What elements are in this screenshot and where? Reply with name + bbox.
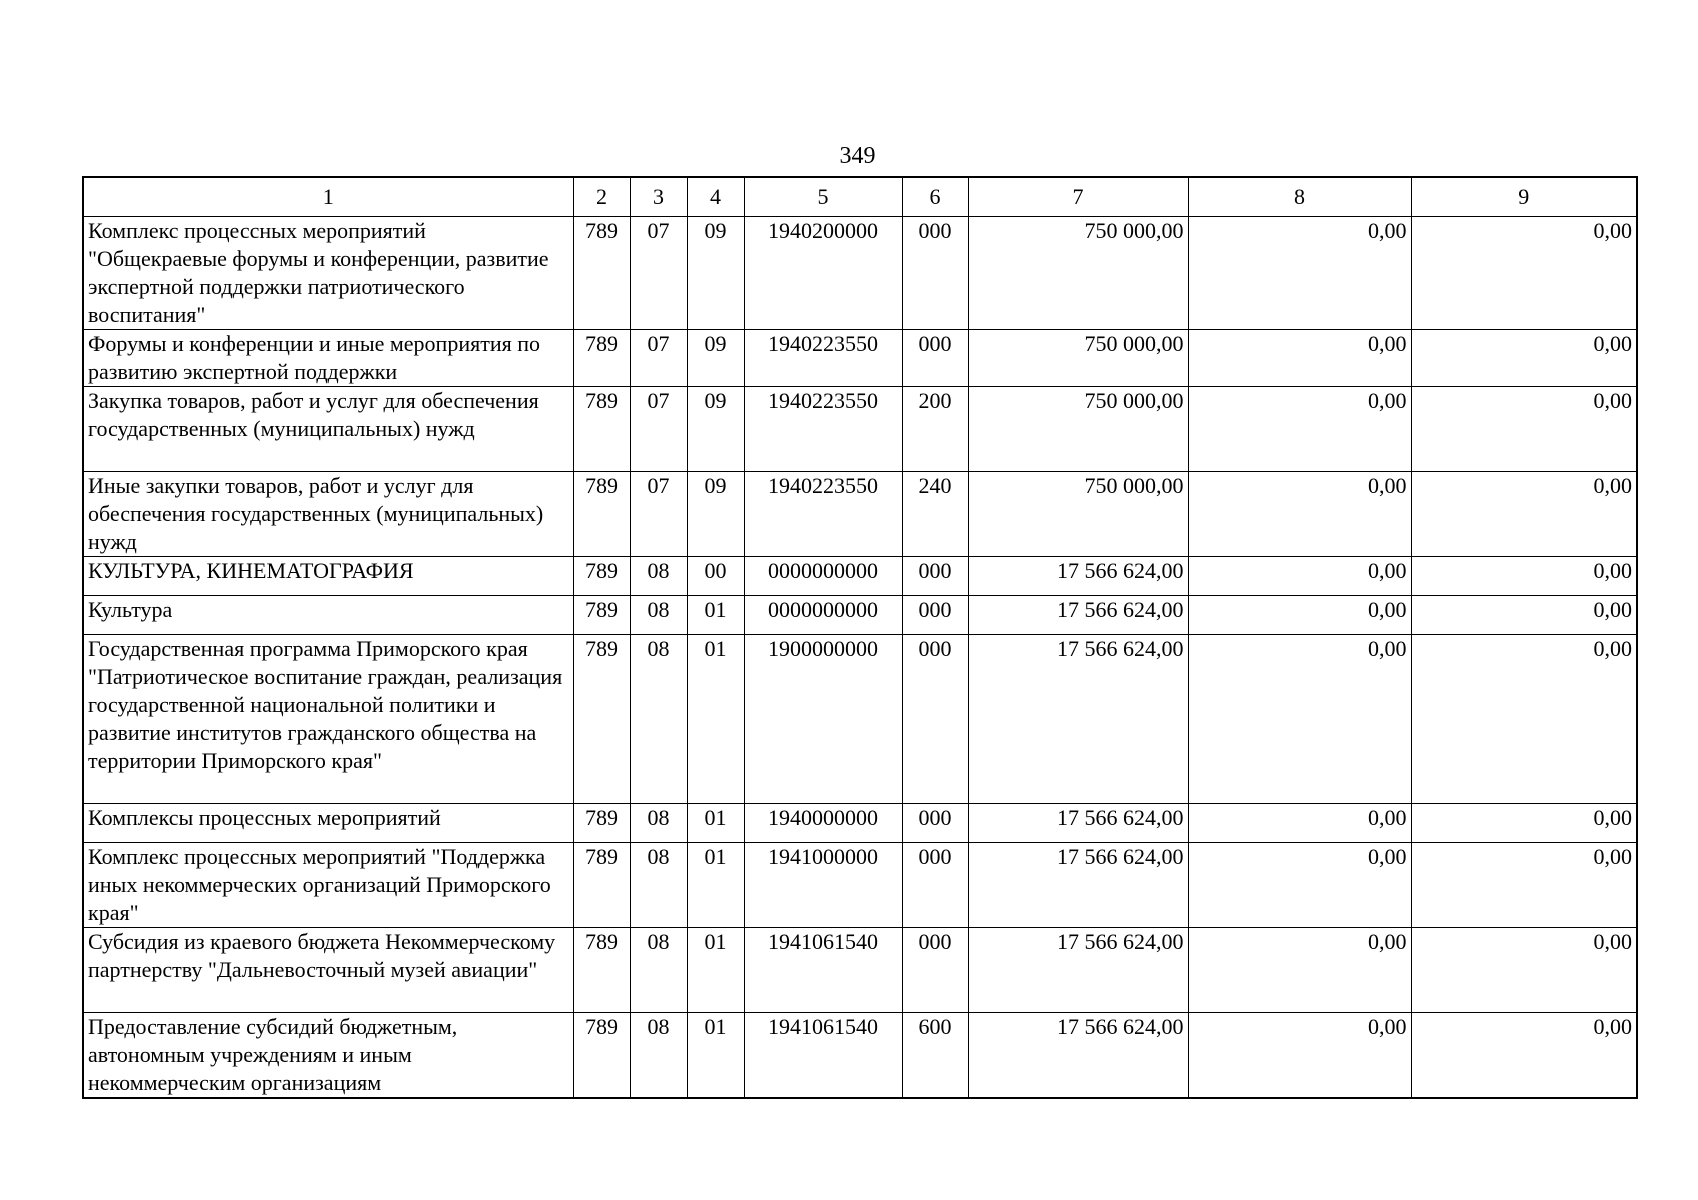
cell-target-article: 1940223550	[744, 472, 902, 557]
cell-ministry: 789	[573, 843, 630, 928]
column-header: 2	[573, 177, 630, 217]
cell-amount-8: 0,00	[1188, 928, 1411, 1013]
cell-ministry: 789	[573, 387, 630, 472]
cell-amount-9: 0,00	[1411, 804, 1637, 843]
page-number: 349	[839, 143, 876, 169]
cell-section: 08	[630, 596, 687, 635]
cell-expense-type: 000	[902, 330, 968, 387]
cell-ministry: 789	[573, 635, 630, 804]
cell-expense-type: 000	[902, 596, 968, 635]
row-name: Форумы и конференции и иные мероприятия по развитию экспертной поддержки	[83, 330, 573, 387]
cell-expense-type: 000	[902, 843, 968, 928]
row-name: Комплекс процессных мероприятий "Общекраевые форумы и конференции, развитие экспертной поддержки патриотического воспитания"	[83, 217, 573, 330]
table-row	[83, 596, 1637, 635]
cell-section: 08	[630, 557, 687, 596]
cell-amount-9: 0,00	[1411, 557, 1637, 596]
row-name: Закупка товаров, работ и услуг для обеспечения государственных (муниципальных) нужд	[83, 387, 573, 472]
table-row	[83, 472, 1637, 557]
cell-target-article: 1940000000	[744, 804, 902, 843]
cell-expense-type: 000	[902, 635, 968, 804]
cell-amount-9: 0,00	[1411, 635, 1637, 804]
header-row	[83, 177, 1637, 217]
cell-section: 07	[630, 472, 687, 557]
cell-amount-9: 0,00	[1411, 330, 1637, 387]
cell-amount-9: 0,00	[1411, 387, 1637, 472]
cell-target-article: 0000000000	[744, 596, 902, 635]
row-name: Комплекс процессных мероприятий "Поддержка иных некоммерческих организаций Приморского края"	[83, 843, 573, 928]
cell-ministry: 789	[573, 804, 630, 843]
column-header: 5	[744, 177, 902, 217]
cell-target-article: 1900000000	[744, 635, 902, 804]
row-name: Культура	[83, 596, 573, 635]
cell-amount-8: 0,00	[1188, 387, 1411, 472]
cell-section: 07	[630, 387, 687, 472]
cell-amount-8: 0,00	[1188, 217, 1411, 330]
cell-amount-7: 750 000,00	[968, 330, 1188, 387]
cell-section: 08	[630, 635, 687, 804]
cell-amount-7: 17 566 624,00	[968, 1013, 1188, 1099]
row-name: Иные закупки товаров, работ и услуг для обеспечения государственных (муниципальных) нужд	[83, 472, 573, 557]
cell-expense-type: 000	[902, 928, 968, 1013]
column-header: 9	[1411, 177, 1637, 217]
table-row	[83, 1013, 1637, 1099]
cell-amount-8: 0,00	[1188, 472, 1411, 557]
cell-subsection: 01	[687, 1013, 744, 1099]
cell-subsection: 09	[687, 217, 744, 330]
cell-target-article: 1940223550	[744, 387, 902, 472]
column-header: 1	[83, 177, 573, 217]
cell-target-article: 1940200000	[744, 217, 902, 330]
cell-ministry: 789	[573, 928, 630, 1013]
cell-ministry: 789	[573, 330, 630, 387]
cell-amount-7: 17 566 624,00	[968, 557, 1188, 596]
cell-amount-9: 0,00	[1411, 928, 1637, 1013]
cell-subsection: 01	[687, 843, 744, 928]
cell-amount-7: 17 566 624,00	[968, 596, 1188, 635]
row-name: Государственная программа Приморского края "Патриотическое воспитание граждан, реализация государственной национальной политики и развитие институтов гражданского общества на территории Приморского края"	[83, 635, 573, 804]
cell-subsection: 01	[687, 928, 744, 1013]
row-name: КУЛЬТУРА, КИНЕМАТОГРАФИЯ	[83, 557, 573, 596]
cell-target-article: 1941000000	[744, 843, 902, 928]
cell-expense-type: 000	[902, 217, 968, 330]
cell-section: 07	[630, 330, 687, 387]
cell-expense-type: 600	[902, 1013, 968, 1099]
cell-subsection: 09	[687, 330, 744, 387]
cell-amount-7: 17 566 624,00	[968, 843, 1188, 928]
column-header: 7	[968, 177, 1188, 217]
cell-subsection: 01	[687, 804, 744, 843]
cell-amount-9: 0,00	[1411, 472, 1637, 557]
cell-amount-8: 0,00	[1188, 557, 1411, 596]
cell-target-article: 1941061540	[744, 928, 902, 1013]
cell-section: 08	[630, 843, 687, 928]
cell-ministry: 789	[573, 217, 630, 330]
cell-subsection: 01	[687, 596, 744, 635]
column-header: 8	[1188, 177, 1411, 217]
table-row	[83, 217, 1637, 330]
cell-ministry: 789	[573, 557, 630, 596]
table-row	[83, 804, 1637, 843]
cell-amount-7: 17 566 624,00	[968, 635, 1188, 804]
table-row	[83, 557, 1637, 596]
table-row	[83, 387, 1637, 472]
cell-amount-9: 0,00	[1411, 217, 1637, 330]
cell-expense-type: 200	[902, 387, 968, 472]
column-header: 3	[630, 177, 687, 217]
cell-amount-7: 750 000,00	[968, 472, 1188, 557]
cell-section: 07	[630, 217, 687, 330]
cell-subsection: 09	[687, 472, 744, 557]
cell-section: 08	[630, 1013, 687, 1099]
column-header: 4	[687, 177, 744, 217]
cell-section: 08	[630, 804, 687, 843]
cell-subsection: 01	[687, 635, 744, 804]
row-name: Субсидия из краевого бюджета Некоммерческому партнерству "Дальневосточный музей авиации"	[83, 928, 573, 1013]
table-row	[83, 635, 1637, 804]
cell-amount-8: 0,00	[1188, 330, 1411, 387]
row-name: Комплексы процессных мероприятий	[83, 804, 573, 843]
cell-amount-8: 0,00	[1188, 843, 1411, 928]
cell-amount-8: 0,00	[1188, 596, 1411, 635]
cell-amount-9: 0,00	[1411, 843, 1637, 928]
cell-ministry: 789	[573, 1013, 630, 1099]
table-row	[83, 330, 1637, 387]
cell-amount-8: 0,00	[1188, 804, 1411, 843]
cell-amount-9: 0,00	[1411, 1013, 1637, 1099]
table-row	[83, 928, 1637, 1013]
cell-target-article: 1941061540	[744, 1013, 902, 1099]
budget-table	[82, 176, 1638, 1099]
cell-expense-type: 000	[902, 557, 968, 596]
row-name: Предоставление субсидий бюджетным, автономным учреждениям и иным некоммерческим организациям	[83, 1013, 573, 1099]
cell-amount-7: 17 566 624,00	[968, 804, 1188, 843]
column-header: 6	[902, 177, 968, 217]
cell-expense-type: 000	[902, 804, 968, 843]
cell-amount-8: 0,00	[1188, 1013, 1411, 1099]
table-row	[83, 843, 1637, 928]
cell-amount-9: 0,00	[1411, 596, 1637, 635]
cell-subsection: 09	[687, 387, 744, 472]
cell-target-article: 1940223550	[744, 330, 902, 387]
cell-amount-8: 0,00	[1188, 635, 1411, 804]
cell-amount-7: 17 566 624,00	[968, 928, 1188, 1013]
cell-ministry: 789	[573, 472, 630, 557]
cell-section: 08	[630, 928, 687, 1013]
cell-target-article: 0000000000	[744, 557, 902, 596]
cell-subsection: 00	[687, 557, 744, 596]
cell-amount-7: 750 000,00	[968, 217, 1188, 330]
cell-ministry: 789	[573, 596, 630, 635]
cell-expense-type: 240	[902, 472, 968, 557]
cell-amount-7: 750 000,00	[968, 387, 1188, 472]
